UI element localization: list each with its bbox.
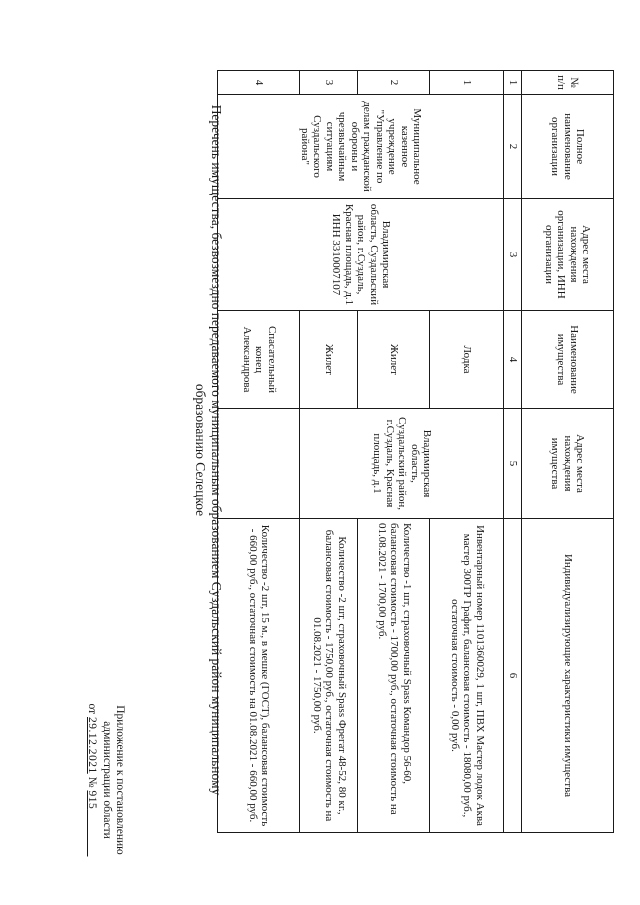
org-name-cell: Муниципальное казенное учреждение "Управление по делам гражданской обороны и чрезвычайным ситуациям Суздальского района" (218, 95, 504, 199)
approval-line-2: администрации области (101, 721, 113, 839)
row-number: 1 (430, 71, 504, 95)
property-name: Спасательный конец Александрова (218, 311, 300, 409)
approval-stamp (85, 695, 126, 865)
title-line-1: Перечень имущества, безвозмездно передаваемого муниципальным образованием Суздальский район муниципальному (209, 104, 224, 796)
header-cell: Наименование имущества (522, 311, 614, 409)
org-address-cell: Владимирская область, Суздальский район, г.Суздаль, Красная площадь, д.1 ИНН 3310007107 (218, 199, 504, 311)
property-characteristics: Количество -2 шт, страховочный Spass Фрегат 48-52, 80 кг., балансовая стоимость - 1750,00 руб., остаточная стоимость на 01.08.2021 - 1750,00 руб. (300, 519, 358, 833)
property-characteristics: Количество -1 шт, страховочный Spass Командор 56-60, балансовая стоимость - 1700,00 руб., остаточная стоимость на 01.08.2021 - 1700,00 руб. (358, 519, 430, 833)
header-cell: Полное наименование организации (522, 95, 614, 199)
column-number: 3 (504, 199, 522, 311)
property-address-empty (218, 409, 300, 519)
property-table (218, 70, 615, 833)
header-cell: Индивидуализирующие характеристики имущества (522, 519, 614, 833)
property-characteristics: Количество -2 шт, 15 м., в мешке (ГОСТ), балансовая стоимость - 660,00 руб., остаточная стоимость на 01.08.2021 - 660,00 руб. (218, 519, 300, 833)
row-number: 2 (358, 71, 430, 95)
property-characteristics: Инвентарный номер 1101360029, 1 шт, ПВХ Мастер лодок Аква мастер 300ТР Графит, балансовая стоимость - 18080,00 руб., остаточная стоимость - 0,00 руб. (430, 519, 504, 833)
approval-number-line (85, 695, 98, 865)
property-name: Лодка (430, 311, 504, 409)
title-line-2: образованию Селецкое (193, 383, 208, 517)
header-cell: Адрес места нахождения имущества (522, 409, 614, 519)
approval-number: 915 (86, 790, 98, 810)
property-name: Жилет (358, 311, 430, 409)
header-cell: № п/п (522, 71, 614, 95)
table-row (430, 71, 504, 833)
column-number: 5 (504, 409, 522, 519)
row-number: 4 (218, 71, 300, 95)
row-number: 3 (300, 71, 358, 95)
property-name: Жилет (300, 311, 358, 409)
column-number: 2 (504, 95, 522, 199)
approval-no-sign: № (86, 776, 98, 788)
approval-prefix: от (86, 703, 98, 715)
table-header-row (522, 71, 614, 833)
column-number: 4 (504, 311, 522, 409)
column-number: 1 (504, 71, 522, 95)
property-address-cell: Владимирская область, Суздальский район, г.Суздаль, Красная площадь, д.1 (300, 409, 504, 519)
column-number: 6 (504, 519, 522, 833)
approval-line-1: Приложение к постановлению (114, 705, 126, 855)
column-number-row (504, 71, 522, 833)
approval-date: 29.12.2021 (86, 717, 98, 774)
header-cell: Адрес места нахождения организации, ИНН организации (522, 199, 614, 311)
